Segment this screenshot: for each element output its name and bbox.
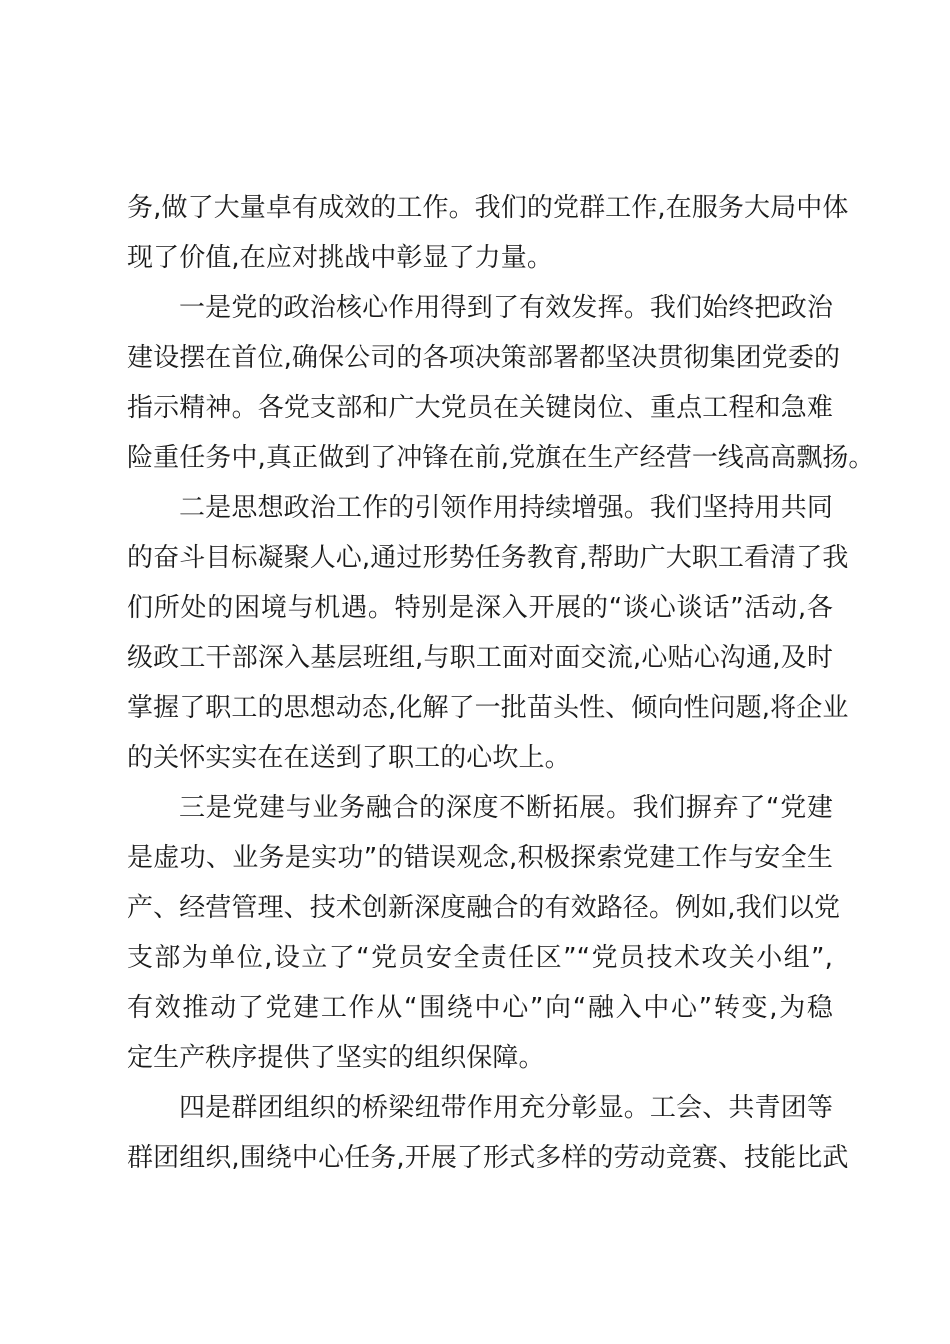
text-line: 产、经营管理、技术创新深度融合的有效路径。例如,我们以党 <box>127 893 841 923</box>
text-line: 一是党的政治核心作用得到了有效发挥。我们始终把政治 <box>179 293 833 323</box>
text-line: 支部为单位,设立了“党员安全责任区”“党员技术攻关小组”, <box>127 943 833 973</box>
text-line: 三是党建与业务融合的深度不断拓展。我们摒弃了“党建 <box>179 793 833 823</box>
paragraph-political-core <box>127 283 875 483</box>
text-line: 指示精神。各党支部和广大党员在关键岗位、重点工程和急难 <box>127 393 833 423</box>
text-line: 掌握了职工的思想动态,化解了一批苗头性、倾向性问题,将企业 <box>127 693 849 723</box>
paragraph-party-business-integration <box>127 783 841 1083</box>
text-line: 四是群团组织的桥梁纽带作用充分彰显。工会、共青团等 <box>179 1093 833 1123</box>
text-line: 是虚功、业务是实功”的错误观念,积极探索党建工作与安全生 <box>127 843 833 873</box>
text-line: 有效推动了党建工作从“围绕中心”向“融入中心”转变,为稳 <box>127 993 833 1023</box>
paragraph-mass-organizations <box>127 1083 849 1183</box>
text-line: 的奋斗目标凝聚人心,通过形势任务教育,帮助广大职工看清了我 <box>127 543 849 573</box>
text-line: 二是思想政治工作的引领作用持续增强。我们坚持用共同 <box>179 493 833 523</box>
text-line: 的关怀实实在在送到了职工的心坎上。 <box>127 743 571 773</box>
document-body <box>127 183 875 1183</box>
text-line: 建设摆在首位,确保公司的各项决策部署都坚决贯彻集团党委的 <box>127 343 841 373</box>
paragraph-ideological-work <box>127 483 849 783</box>
text-line: 群团组织,围绕中心任务,开展了形式多样的劳动竞赛、技能比武 <box>127 1143 849 1173</box>
text-line: 级政工干部深入基层班组,与职工面对面交流,心贴心沟通,及时 <box>127 643 833 673</box>
text-line: 务,做了大量卓有成效的工作。我们的党群工作,在服务大局中体 <box>127 193 849 223</box>
text-line: 们所处的困境与机遇。特别是深入开展的“谈心谈话”活动,各 <box>127 593 833 623</box>
paragraph-continuation <box>127 183 849 283</box>
text-line: 险重任务中,真正做到了冲锋在前,党旗在生产经营一线高高飘扬。 <box>127 443 875 473</box>
text-line: 现了价值,在应对挑战中彰显了力量。 <box>127 243 553 273</box>
text-line: 定生产秩序提供了坚实的组织保障。 <box>127 1043 545 1073</box>
